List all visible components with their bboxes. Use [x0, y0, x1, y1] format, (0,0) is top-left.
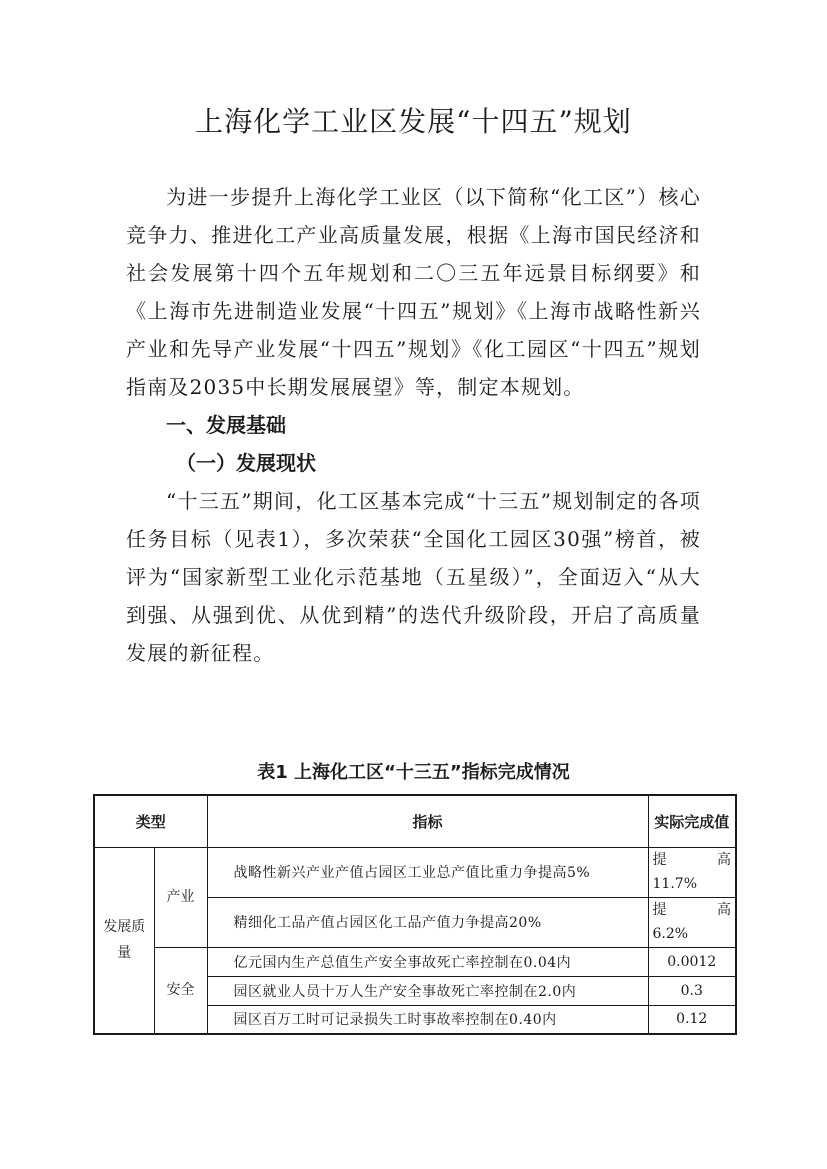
status-paragraph: “十三五”期间，化工区基本完成“十三五”规划制定的各项任务目标（见表1），多次荣获“全国化工园区30强”榜首，被评为“国家新型工业化示范基地（五星级）”，全面迈入“从大到强、从强到优、从优到精”的迭代升级阶段，开启了高质量发展的新征程。 [126, 489, 701, 665]
header-value: 实际完成值 [648, 795, 736, 847]
indicator-cell: 亿元国内生产总值生产安全事故死亡率控制在0.04内 [207, 947, 648, 976]
value-cell: 0.3 [648, 976, 736, 1005]
group-cell-industry: 产业 [154, 847, 207, 947]
document-body [126, 178, 701, 672]
value-cell [648, 847, 736, 897]
table-row [94, 847, 736, 897]
header-indicator: 指标 [207, 795, 648, 847]
indicator-cell: 园区百万工时可记录损失工时事故率控制在0.40内 [207, 1005, 648, 1034]
section-heading-1: 一、发展基础 [166, 413, 286, 437]
table-row [94, 947, 736, 976]
group-cell-safety: 安全 [154, 947, 207, 1034]
table-header-row [94, 795, 736, 847]
indicator-cell: 精细化工品产值占园区化工品产值力争提高20% [207, 897, 648, 947]
value-cell [648, 897, 736, 947]
indicator-table [93, 794, 737, 1035]
table-caption: 表1 上海化工区“十三五”指标完成情况 [257, 762, 570, 783]
value-part: 11.7% [652, 876, 697, 892]
section-heading-1-1: （一）发展现状 [176, 451, 316, 475]
page-title: 上海化学工业区发展“十四五”规划 [195, 105, 632, 138]
indicator-cell: 战略性新兴产业产值占园区工业总产值比重力争提高5% [207, 847, 648, 897]
intro-paragraph: 为进一步提升上海化学工业区（以下简称“化工区”）核心竞争力、推进化工产业高质量发展，根据《上海市国民经济和社会发展第十四个五年规划和二〇三五年远景目标纲要》和《上海市先进制造业发展“十四五”规划》《上海市战略性新兴产业和先导产业发展“十四五”规划》《化工园区“十四五”规划指南及2035中长期发展展望》等，制定本规划。 [126, 185, 701, 399]
header-type: 类型 [94, 795, 207, 847]
value-part: 提 高 [652, 902, 732, 918]
value-cell: 0.0012 [648, 947, 736, 976]
value-part: 提 高 [652, 852, 732, 868]
value-part: 6.2% [652, 926, 689, 942]
category-cell: 发展质量 [94, 847, 154, 1034]
indicator-cell: 园区就业人员十万人生产安全事故死亡率控制在2.0内 [207, 976, 648, 1005]
value-cell: 0.12 [648, 1005, 736, 1034]
